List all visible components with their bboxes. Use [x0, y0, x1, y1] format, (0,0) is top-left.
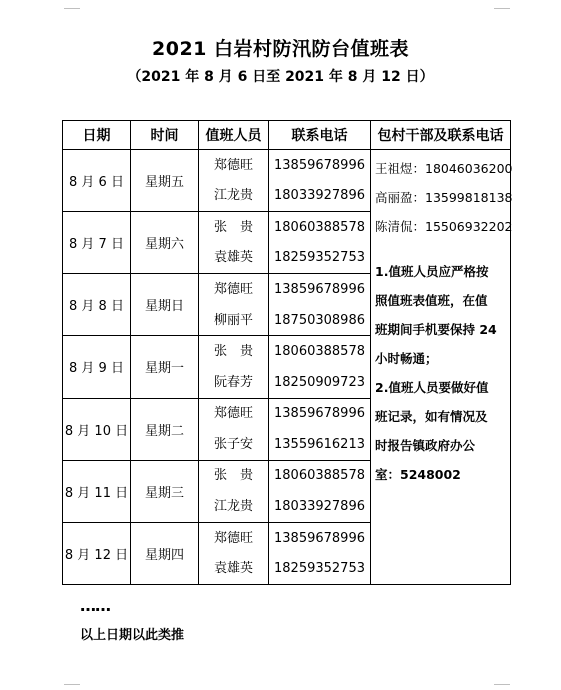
- staff-name: 郑德旺: [213, 406, 253, 422]
- note-line: 班期间手机要保持 24: [375, 322, 497, 337]
- phone-number: 13859678996: [274, 282, 365, 298]
- date-cell: 8 月 7 日: [63, 212, 131, 274]
- phone-number: 13859678996: [274, 406, 365, 422]
- weekday-cell: 星期四: [131, 522, 199, 584]
- date-cell: 8 月 6 日: [63, 150, 131, 212]
- date-cell: 8 月 10 日: [63, 398, 131, 460]
- phone-number: 13859678996: [274, 530, 365, 546]
- phone-number: 18259352753: [274, 250, 365, 266]
- phone-cell: [269, 150, 371, 212]
- phone-cell: [269, 336, 371, 398]
- phone-number: 18060388578: [274, 219, 365, 235]
- phone-cell: [269, 212, 371, 274]
- weekday-cell: 星期五: [131, 150, 199, 212]
- phone-number: 18033927896: [274, 188, 365, 204]
- weekday-cell: 星期一: [131, 336, 199, 398]
- note-line: 照值班表值班，在值: [375, 293, 488, 308]
- page-corner-mark-bottom-right: [494, 684, 510, 685]
- date-cell: 8 月 12 日: [63, 522, 131, 584]
- phone-number: 18060388578: [274, 344, 365, 360]
- staff-name: 张 贵: [213, 219, 253, 235]
- weekday-cell: 星期六: [131, 212, 199, 274]
- staff-name: 郑德旺: [213, 530, 253, 546]
- staff-name: 张 贵: [213, 344, 253, 360]
- staff-name: 郑德旺: [213, 282, 253, 298]
- weekday-cell: 星期二: [131, 398, 199, 460]
- phone-number: 18259352753: [274, 561, 365, 577]
- phone-number: 13559616213: [274, 436, 365, 452]
- date-cell: 8 月 8 日: [63, 274, 131, 336]
- page-corner-mark-bottom-left: [64, 684, 80, 685]
- page-corner-mark-top-right: [494, 8, 510, 9]
- phone-number: 13859678996: [274, 157, 365, 173]
- document-title: 2021 白岩村防汛防台值班表: [152, 38, 409, 60]
- ellipsis: ……: [80, 596, 110, 615]
- staff-name: 张 贵: [213, 468, 253, 484]
- note-line: 室：5248002: [375, 467, 461, 482]
- phone-cell: [269, 460, 371, 522]
- staff-name: 袁雄英: [213, 561, 253, 577]
- phone-cell: [269, 398, 371, 460]
- header-staff: 值班人员: [199, 121, 269, 150]
- cadre-contact: 王祖煜：18046036200: [375, 161, 513, 176]
- staff-name: 郑德旺: [213, 157, 253, 173]
- header-date: 日期: [63, 121, 131, 150]
- staff-name: 江龙贵: [213, 499, 253, 515]
- footer-note: 以上日期以此类推: [80, 628, 185, 643]
- note-line: 小时畅通；: [375, 351, 438, 366]
- table-row: [63, 150, 511, 212]
- note-line: 时报告镇政府办公: [375, 438, 476, 453]
- page-corner-mark-top-left: [64, 8, 80, 9]
- phone-cell: [269, 274, 371, 336]
- staff-cell: [199, 398, 269, 460]
- cadre-contact: 陈清侃：15506932202: [375, 219, 513, 234]
- staff-cell: [199, 274, 269, 336]
- table-header-row: [63, 121, 511, 150]
- cadre-contact-and-notes-cell: [371, 150, 511, 585]
- phone-number: 18060388578: [274, 468, 365, 484]
- note-line: 班记录，如有情况及: [375, 409, 488, 424]
- staff-cell: [199, 150, 269, 212]
- date-cell: 8 月 9 日: [63, 336, 131, 398]
- note-line: 2.值班人员要做好值: [375, 380, 489, 395]
- header-phone: 联系电话: [269, 121, 371, 150]
- header-time: 时间: [131, 121, 199, 150]
- staff-name: 袁雄英: [213, 250, 253, 266]
- document-subtitle: （2021 年 8 月 6 日至 2021 年 8 月 12 日）: [127, 69, 434, 85]
- staff-cell: [199, 336, 269, 398]
- weekday-cell: 星期三: [131, 460, 199, 522]
- phone-number: 18250909723: [274, 374, 365, 390]
- weekday-cell: 星期日: [131, 274, 199, 336]
- phone-number: 18750308986: [274, 312, 365, 328]
- staff-name: 江龙贵: [213, 188, 253, 204]
- date-cell: 8 月 11 日: [63, 460, 131, 522]
- staff-cell: [199, 212, 269, 274]
- staff-name: 阮春芳: [213, 374, 253, 390]
- phone-number: 18033927896: [274, 499, 365, 515]
- staff-name: 张子安: [213, 436, 253, 452]
- cadre-contact: 高丽盈：13599818138: [375, 190, 513, 205]
- duty-schedule-table: [62, 120, 511, 585]
- phone-cell: [269, 522, 371, 584]
- note-line: 1.值班人员应严格按: [375, 264, 489, 279]
- staff-name: 柳丽平: [213, 312, 253, 328]
- staff-cell: [199, 460, 269, 522]
- duty-notes: [375, 257, 506, 489]
- staff-cell: [199, 522, 269, 584]
- header-cadre-contact: 包村干部及联系电话: [371, 121, 511, 150]
